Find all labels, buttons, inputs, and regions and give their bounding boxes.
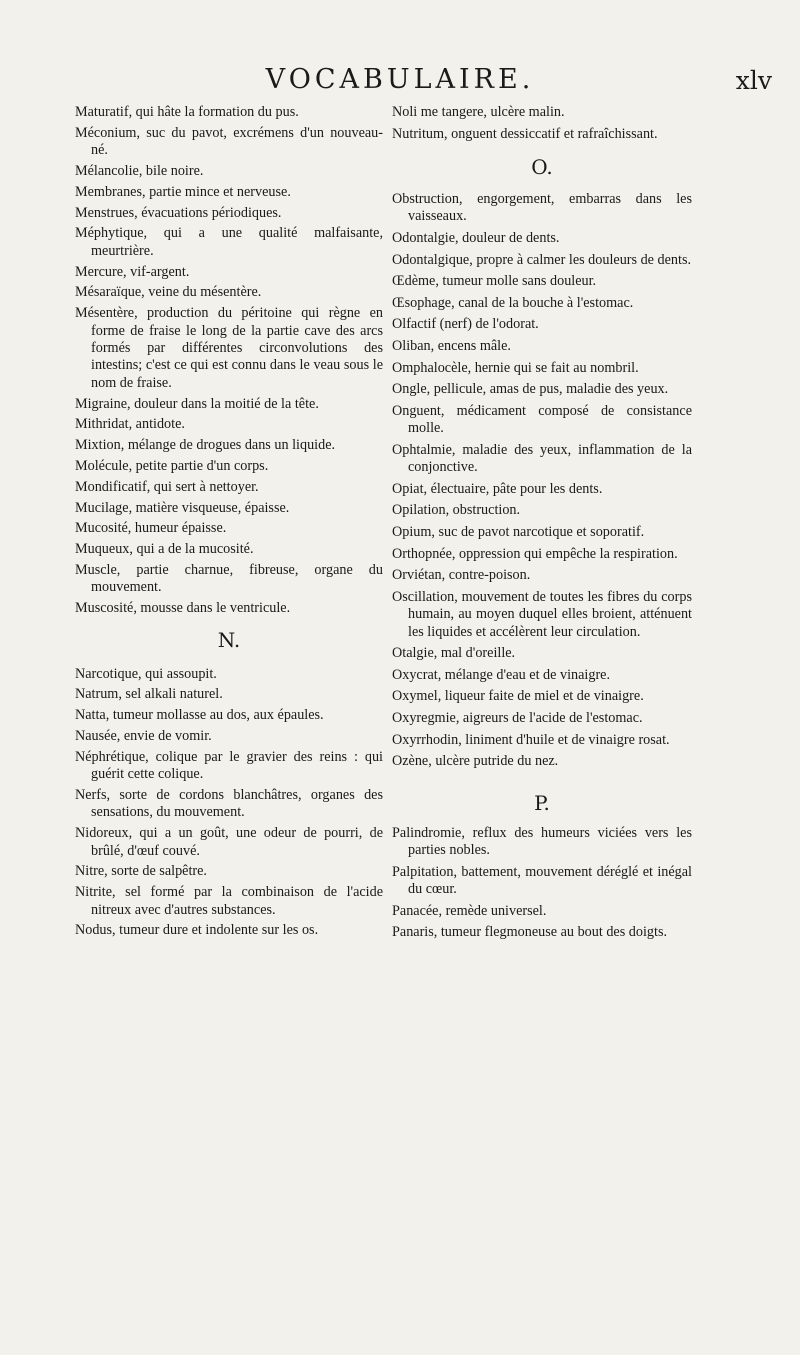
entry-nutritum: Nutritum, onguent dessiccatif et rafraîchissant. [392,125,658,142]
entry-oscillation: Oscillation, mouvement de toutes les fibres du corps humain, au moyen duquel elles broient, atténuent les liquides et accélèrent leur circulation. [392,588,692,640]
section-letter-p: P. [534,790,550,815]
entry-nausee: Nausée, envie de vomir. [75,727,212,744]
entry-palindromie: Palindromie, reflux des humeurs viciées vers les parties nobles. [392,824,692,858]
entry-onguent: Onguent, médicament composé de consistance molle. [392,402,692,437]
entry-mesaraique: Mésaraïque, veine du mésentère. [75,284,262,301]
entry-nitrite: Nitrite, sel formé par la combinaison de l'acide nitreux avec d'autres substances. [75,884,383,918]
section-letter-o: O. [531,155,553,179]
entry-mercure: Mercure, vif-argent. [75,263,190,280]
entry-nephretique: Néphrétique, colique par le gravier des reins : qui guérit cette colique. [75,748,383,783]
entry-muscosite: Muscosité, mousse dans le ventricule. [75,600,291,617]
entry-otalgie: Otalgie, mal d'oreille. [392,645,516,662]
entry-maturatif: Maturatif, qui hâte la formation du pus. [75,104,299,120]
entry-mondificatif: Mondificatif, qui sert à nettoyer. [75,478,259,495]
entry-oxycrat: Oxycrat, mélange d'eau et de vinaigre. [392,666,611,683]
entry-orvietan: Orviétan, contre-poison. [392,567,531,584]
entry-odontalgie: Odontalgie, douleur de dents. [392,230,560,246]
entry-menstrues: Menstrues, évacuations périodiques. [75,204,282,221]
entry-noli-me-tangere: Noli me tangere, ulcère malin. [392,104,565,120]
entry-muqueux: Muqueux, qui a de la mucosité. [75,541,254,558]
entry-nerfs: Nerfs, sorte de cordons blanchâtres, organes des sensations, du mouvement. [75,786,383,821]
entry-mephytique: Méphytique, qui a une qualité malfaisante, meurtrière. [75,225,383,259]
entry-omphalocele: Omphalocèle, hernie qui se fait au nombril. [392,359,639,376]
entry-opium: Opium, suc de pavot narcotique et soporatif. [392,523,645,540]
entry-natrum: Natrum, sel alkali naturel. [75,686,223,703]
entry-ozene: Ozène, ulcère putride du nez. [392,753,559,770]
entry-ophtalmie: Ophtalmie, maladie des yeux, inflammation de la conjonctive. [392,441,692,476]
entry-oxyregmie: Oxyregmie, aigreurs de l'acide de l'estomac. [392,709,643,726]
section-letter-n: N. [217,627,241,652]
entry-oxymel: Oxymel, liqueur faite de miel et de vinaigre. [392,688,644,705]
entry-panacee: Panacée, remède universel. [392,902,547,919]
left-column [75,104,383,943]
page-title: VOCABULAIRE. [265,64,535,95]
entry-mithridat: Mithridat, antidote. [75,416,185,433]
entry-odontalgique: Odontalgique, propre à calmer les douleurs de dents. [392,251,692,268]
entry-ongle: Ongle, pellicule, amas de pus, maladie des yeux. [392,381,669,398]
entry-obstruction: Obstruction, engorgement, embarras dans les vaisseaux. [392,191,692,225]
entry-opiat: Opiat, électuaire, pâte pour les dents. [392,480,603,497]
entry-nidoreux: Nidoreux, qui a un goût, une odeur de pourri, de brûlé, d'œuf couvé. [75,825,383,859]
entry-orthopnee: Orthopnée, oppression qui empêche la respiration. [392,545,678,562]
entry-melancolie: Mélancolie, bile noire. [75,163,204,179]
entry-natta: Natta, tumeur mollasse au dos, aux épaules. [75,707,324,724]
entry-mucosite: Mucosité, humeur épaisse. [75,520,227,537]
entry-mesentere: Mésentère, production du péritoine qui règne en forme de fraise le long de la partie cave des arcs formés par différentes circonvolutions des intestins; c'est ce qui est connu dans le veau sous le nom de fraise. [75,305,383,391]
entry-panaris: Panaris, tumeur flegmoneuse au bout des doigts. [392,924,668,941]
entry-nitre: Nitre, sorte de salpêtre. [75,863,207,880]
entry-oesophage: Œsophage, canal de la bouche à l'estomac. [392,294,634,311]
entry-opilation: Opilation, obstruction. [392,502,521,519]
page-number: xlv [735,66,772,95]
entry-molecule: Molécule, petite partie d'un corps. [75,458,269,474]
right-column [392,104,692,946]
entry-mixtion: Mixtion, mélange de drogues dans un liquide. [75,437,336,454]
entry-muscle: Muscle, partie charnue, fibreuse, organe du mouvement. [75,561,383,596]
entry-palpitation: Palpitation, battement, mouvement déréglé et inégal du cœur. [392,863,692,897]
entry-oliban: Oliban, encens mâle. [392,337,511,354]
entry-oxyrrhodin: Oxyrrhodin, liniment d'huile et de vinaigre rosat. [392,731,670,748]
running-head [0,64,800,104]
entry-oedeme: Œdème, tumeur molle sans douleur. [392,273,597,290]
entry-membranes: Membranes, partie mince et nerveuse. [75,183,291,200]
entry-narcotique: Narcotique, qui assoupit. [75,665,217,682]
entry-olfactif: Olfactif (nerf) de l'odorat. [392,316,539,333]
entry-migraine: Migraine, douleur dans la moitié de la tête. [75,395,319,412]
entry-mucilage: Mucilage, matière visqueuse, épaisse. [75,499,290,516]
entry-meconium: Méconium, suc du pavot, excrémens d'un nouveau-né. [75,124,383,159]
entry-nodus: Nodus, tumeur dure et indolente sur les os. [75,922,319,939]
